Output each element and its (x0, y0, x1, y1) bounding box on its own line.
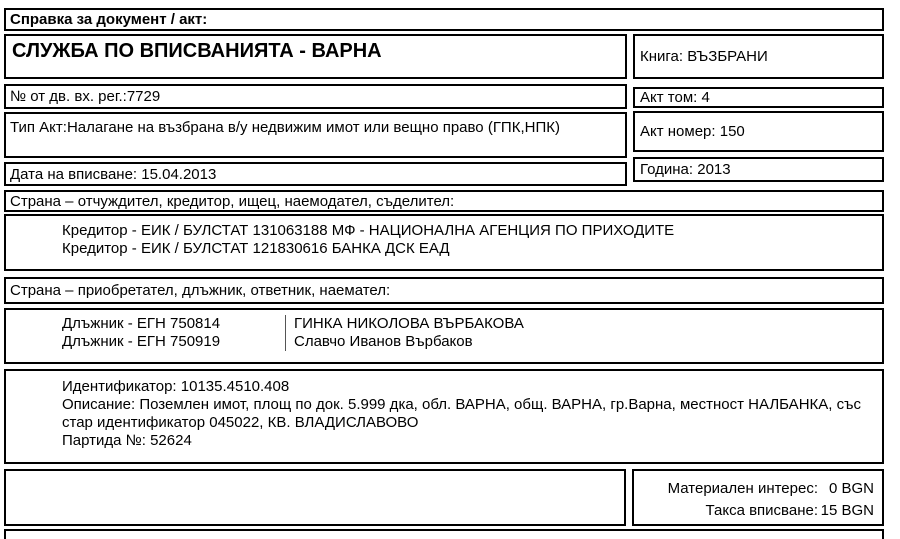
creditor-row (62, 222, 874, 240)
creditors-list (4, 214, 884, 271)
page-title (4, 8, 884, 31)
creditor-entry: Кредитор - ЕИК / БУЛСТАТ 131063188 МФ - НАЦИОНАЛНА АГЕНЦИЯ ПО ПРИХОДИТЕ (62, 222, 675, 239)
property-identifier: Идентификатор: 10135.4510.408 (62, 378, 290, 395)
creditor-entry: Кредитор - ЕИК / БУЛСТАТ 121830616 БАНКА ДСК ЕАД (62, 240, 450, 257)
creditors-section-header-text: Страна – отчуждител, кредитор, ищец, наемодател, съделител: (10, 192, 455, 210)
entry-date-field (4, 162, 627, 186)
registration-grid (4, 34, 884, 186)
act-volume-text: Акт том: 4 (640, 89, 710, 106)
debtor-name: Славчо Иванов Върбаков (285, 333, 473, 351)
act-type-text: Тип Акт:Налагане на възбрана в/у недвижим имот или вещно право (ГПК,НПК) (10, 119, 560, 136)
bottom-empty-cell (4, 469, 626, 526)
fee-label: Материален интерес: (667, 480, 818, 497)
fee-value: 15 BGN (820, 502, 874, 519)
fees-panel (632, 469, 884, 526)
year-text: Година: 2013 (640, 161, 731, 178)
act-volume-field (633, 87, 884, 108)
property-batch-number: Партида №: 52624 (62, 432, 192, 449)
fees-row (4, 469, 888, 526)
property-details (4, 369, 884, 464)
debtors-section-header-text: Страна – приобретател, длъжник, ответник, наемател: (10, 282, 391, 299)
debtor-row (62, 333, 874, 351)
fee-value: 0 BGN (828, 480, 874, 497)
creditors-section-header (4, 190, 884, 212)
entry-date-text: Дата на вписване: 15.04.2013 (10, 165, 217, 183)
debtors-list (4, 308, 884, 364)
act-number-field (633, 111, 884, 152)
registration-left-column (4, 34, 627, 186)
page-title-text: Справка за документ / акт: (10, 11, 208, 28)
registry-office-name-text: СЛУЖБА ПО ВПИСВАНИЯТА - ВАРНА (12, 40, 382, 62)
registry-office-name (4, 34, 627, 79)
debtor-row (62, 315, 874, 333)
next-section-edge (4, 529, 884, 539)
reg-number-text: № от дв. вх. рег.:7729 (10, 88, 161, 105)
year-field (633, 157, 884, 182)
reg-number-field (4, 84, 627, 109)
fee-label: Такса вписване: (705, 502, 818, 519)
fee-row (638, 478, 874, 500)
debtor-name: ГИНКА НИКОЛОВА ВЪРБАКОВА (285, 315, 524, 333)
book-field (633, 34, 884, 79)
act-number-text: Акт номер: 150 (640, 123, 745, 140)
book-text: Книга: ВЪЗБРАНИ (640, 48, 768, 65)
debtor-id: Длъжник - ЕГН 750919 (62, 333, 221, 350)
registration-right-column (633, 34, 884, 186)
fee-row (638, 500, 874, 522)
debtor-id: Длъжник - ЕГН 750814 (62, 315, 221, 332)
property-description: Описание: Поземлен имот, площ по док. 5.999 дка, обл. ВАРНА, общ. ВАРНА, гр.Варна, местност НАЛБАНКА, със стар идентификатор 045022, КВ. ВЛАДИСЛАВОВО (62, 396, 861, 431)
act-type-field (4, 112, 627, 158)
creditor-row (62, 240, 874, 258)
debtors-section-header (4, 277, 884, 304)
